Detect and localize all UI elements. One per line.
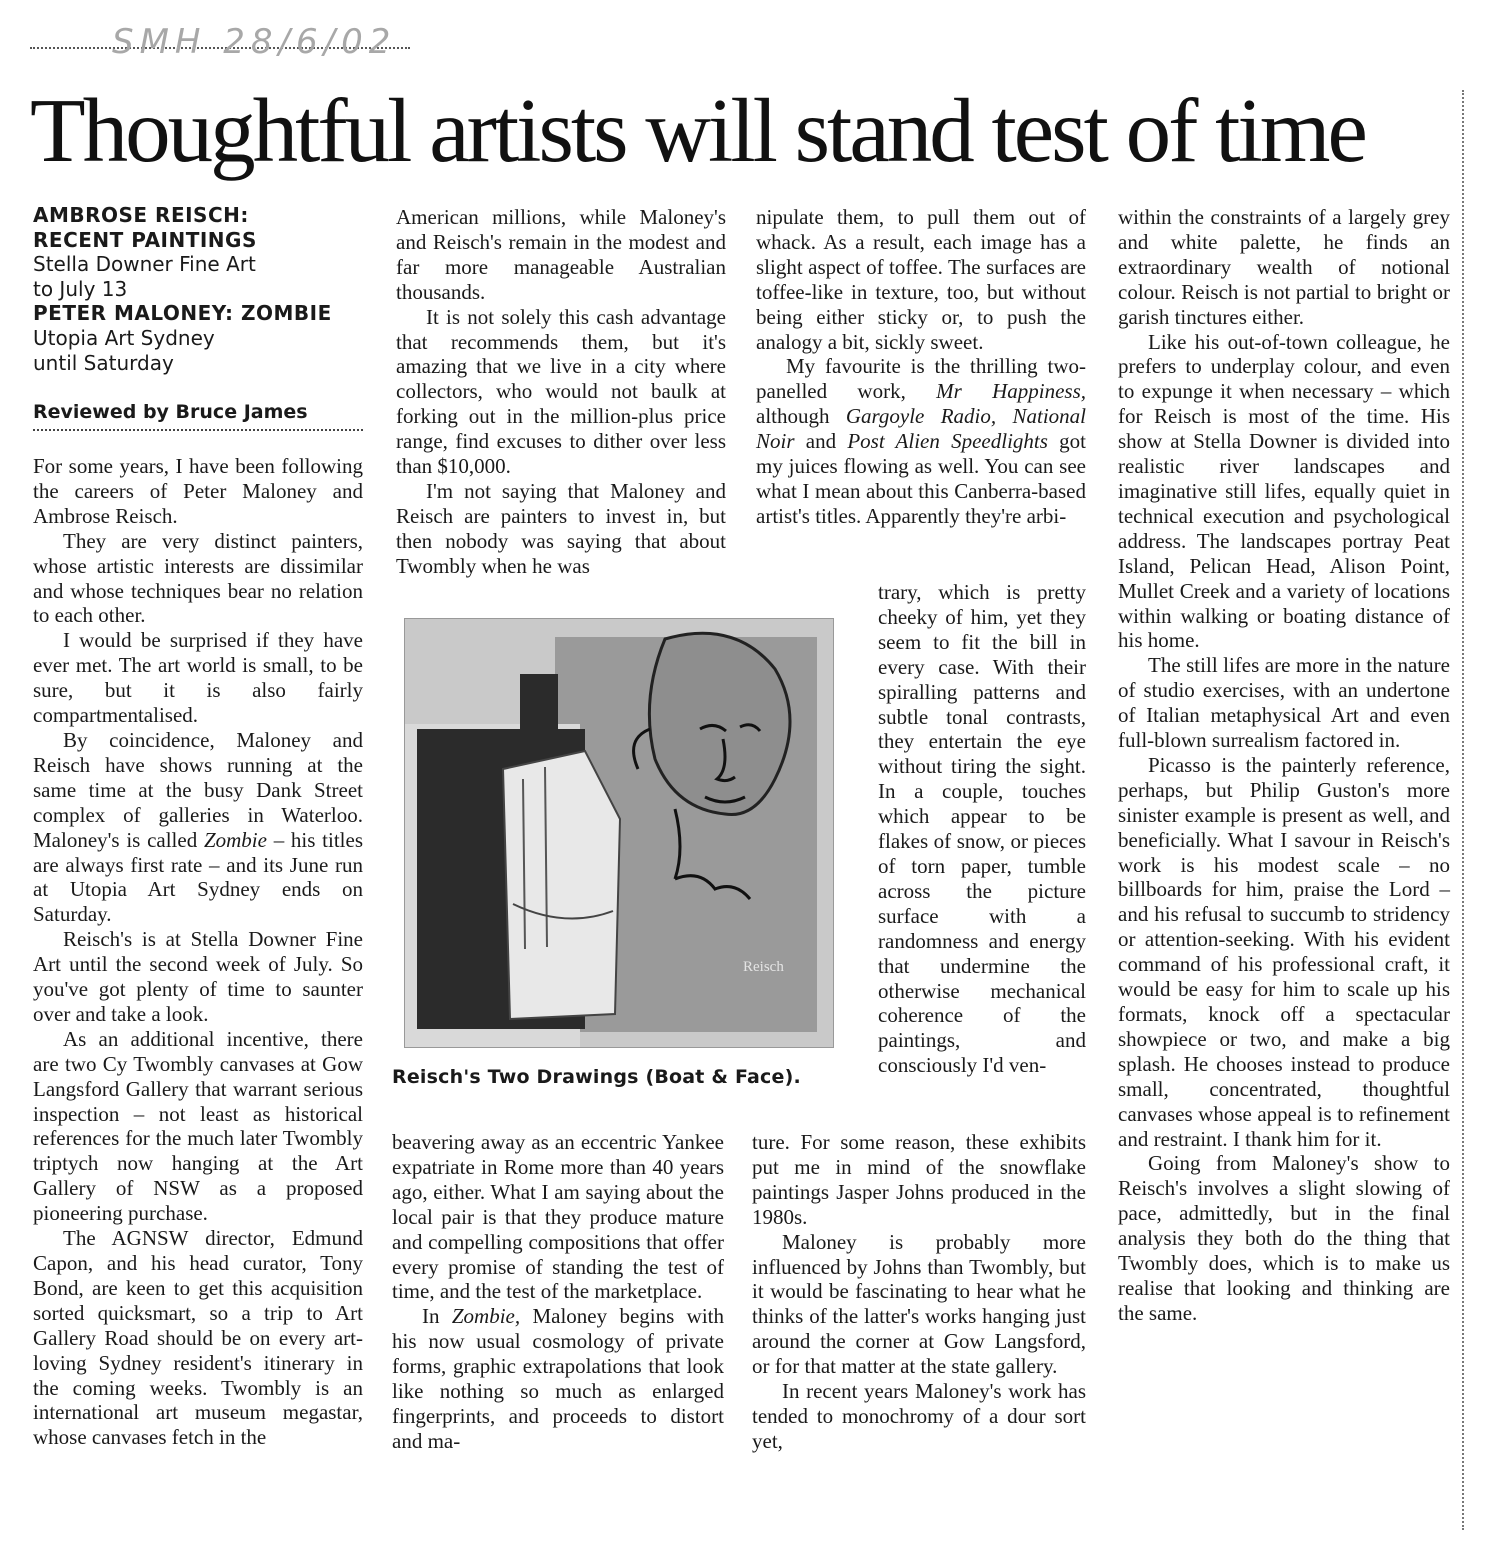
handwritten-source-date: SMH 28/6/02 <box>112 22 397 62</box>
paragraph: They are very distinct painters, whose artistic interests are dissimilar and whose techniques bear no relation to each other. <box>33 528 363 628</box>
artwork-photo <box>404 618 834 1048</box>
paragraph: For some years, I have been following the careers of Peter Maloney and Ambrose Reisch. <box>33 454 363 528</box>
paragraph: Picasso is the painterly reference, perhaps, but Philip Guston's more sinister example is present as well, and beneficially. What I savour in Reisch's work is his modest scale – no billboards for him, praise the Lord – and his refusal to succumb to stridency or attention-seeking. With his evident command of his professional craft, it would be easy for him to scale up his formats, knock off a spectacular showpiece or two, and make a big splash. He chooses instead to produce small, concentrated, thoughtful canvases whose appeal is to refinement and restraint. I thank him for it. <box>1118 752 1450 1151</box>
article-column-2-bottom <box>392 1130 724 1454</box>
show1-title-line2: RECENT PAINTINGS <box>33 227 257 252</box>
paragraph: trary, which is pretty cheeky of him, yet they seem to fit the bill in every case. With their spiralling patterns and subtle tonal contrasts, they entertain the eye without tiring the sight. In a couple, touches which appear to be flakes of snow, or pieces of torn paper, tumble across the picture surface with a randomness and energy that undermine the otherwise mechanical coherence of the paintings, and consciously I'd ven- <box>878 580 1086 1078</box>
paragraph: I would be surprised if they have ever met. The art world is small, to be sure, but it is also fairly compartmentalised. <box>33 628 363 728</box>
article-column-3-bottom <box>752 1130 1086 1454</box>
paragraph: The AGNSW director, Edmund Capon, and his head curator, Tony Bond, are keen to get this acquisition sorted quicksmart, so a trip to Art Gallery Road should be on every art-loving Sydney resident's itinerary in the coming weeks. Twombly is an international art museum megastar, whose canvases fetch in the <box>33 1226 363 1450</box>
paragraph: nipulate them, to pull them out of whack. As a result, each image has a slight aspect of toffee. The surfaces are toffee-like in texture, too, but without being either sticky or, to push the analogy a bit, sickly sweet. <box>756 205 1086 354</box>
paragraph: Maloney is probably more influenced by Johns than Twombly, but it would be fascinating to hear what he thinks of the latter's works hanging just around the corner at Gow Langsford, or for that matter at the state gallery. <box>752 1229 1086 1379</box>
byline: Reviewed by Bruce James <box>33 401 363 431</box>
artwork-signature: Reisch <box>743 959 784 975</box>
paragraph: American millions, while Maloney's and Reisch's remain in the modest and far more manageable Australian thousands. <box>396 205 726 304</box>
paragraph: within the constraints of a largely grey and white palette, he finds an extraordinary wealth of notional colour. Reisch is not partial to bright or garish tinctures either. <box>1118 205 1450 329</box>
paragraph: In Zombie, Maloney begins with his now usual cosmology of private forms, graphic extrapolations that look like nothing so much as enlarged fingerprints, and proceeds to distort and ma- <box>392 1304 724 1453</box>
photo-caption: Reisch's Two Drawings (Boat & Face). <box>392 1066 801 1088</box>
paragraph: The still lifes are more in the nature of studio exercises, with an undertone of Italian metaphysical Art and even full-blown surrealism factored in. <box>1118 653 1450 753</box>
paragraph: My favourite is the thrilling two-panelled work, Mr Happiness, although Gargoyle Radio, National Noir and Post Alien Speedlights got my juices flowing as well. You can see what I mean about this Canberra-based artist's titles. Apparently they're arbi- <box>756 354 1086 528</box>
right-dotted-cut-line <box>1462 90 1464 1530</box>
article-column-2-top <box>396 205 726 579</box>
artwork-illustration <box>405 619 833 1047</box>
paragraph: Reisch's is at Stella Downer Fine Art until the second week of July. So you've got plenty of time to saunter over and take a look. <box>33 927 363 1026</box>
show1-venue: Stella Downer Fine Art <box>33 252 256 277</box>
paragraph: By coincidence, Maloney and Reisch have shows running at the same time at the busy Dank Street complex of galleries in Waterloo. Maloney's is called Zombie – his titles are always first rate – and its June run at Utopia Art Sydney ends on Saturday. <box>33 727 363 927</box>
headline: Thoughtful artists will stand test of time <box>30 80 1365 181</box>
paragraph: Going from Maloney's show to Reisch's involves a slight slowing of pace, admittedly, but in the final analysis they both do the thing that Twombly does, which is to make us realise that looking and thinking are the same. <box>1118 1151 1450 1325</box>
article-column-1 <box>33 454 363 1450</box>
show2-dates: until Saturday <box>33 350 174 375</box>
article-column-4 <box>1118 205 1450 1326</box>
exhibition-info <box>33 203 363 375</box>
paragraph: ture. For some reason, these exhibits put me in mind of the snowflake paintings Jasper Johns produced in the 1980s. <box>752 1130 1086 1229</box>
show1-dates: to July 13 <box>33 276 128 301</box>
paragraph: As an additional incentive, there are two Cy Twombly canvases at Gow Langsford Gallery that warrant serious inspection – not least as historical references for the much later Twombly triptych now hanging at the Art Gallery of NSW as a proposed pioneering purchase. <box>33 1026 363 1226</box>
paragraph: Like his out-of-town colleague, he prefers to underplay colour, and even to expunge it when necessary – which for Reisch is most of the time. His show at Stella Downer is divided into realistic river landscapes and imaginative still lifes, equally quiet in technical execution and psychological address. The landscapes portray Peat Island, Pelican Head, Alison Point, Mullet Creek and a variety of locations within walking or boating distance of his home. <box>1118 329 1450 653</box>
paragraph: I'm not saying that Maloney and Reisch are painters to invest in, but then nobody was saying that about Twombly when he was <box>396 478 726 578</box>
show2-venue: Utopia Art Sydney <box>33 325 215 350</box>
paragraph: In recent years Maloney's work has tended to monochromy of a dour sort yet, <box>752 1379 1086 1453</box>
paragraph: It is not solely this cash advantage that recommends them, but it's amazing that we live in a city where collectors, who would not baulk at forking out in the million-plus price range, find excuses to dither over less than $10,000. <box>396 304 726 479</box>
show1-title-line1: AMBROSE REISCH: <box>33 203 249 227</box>
article-column-3-narrow <box>878 580 1086 1078</box>
show2-title: PETER MALONEY: ZOMBIE <box>33 301 332 326</box>
paragraph: beavering away as an eccentric Yankee expatriate in Rome more than 40 years ago, either. What I am saying about the local pair is that they produce mature and compelling compositions that offer every promise of standing the test of time, and the test of the marketplace. <box>392 1130 724 1304</box>
article-column-3-top <box>756 205 1086 529</box>
